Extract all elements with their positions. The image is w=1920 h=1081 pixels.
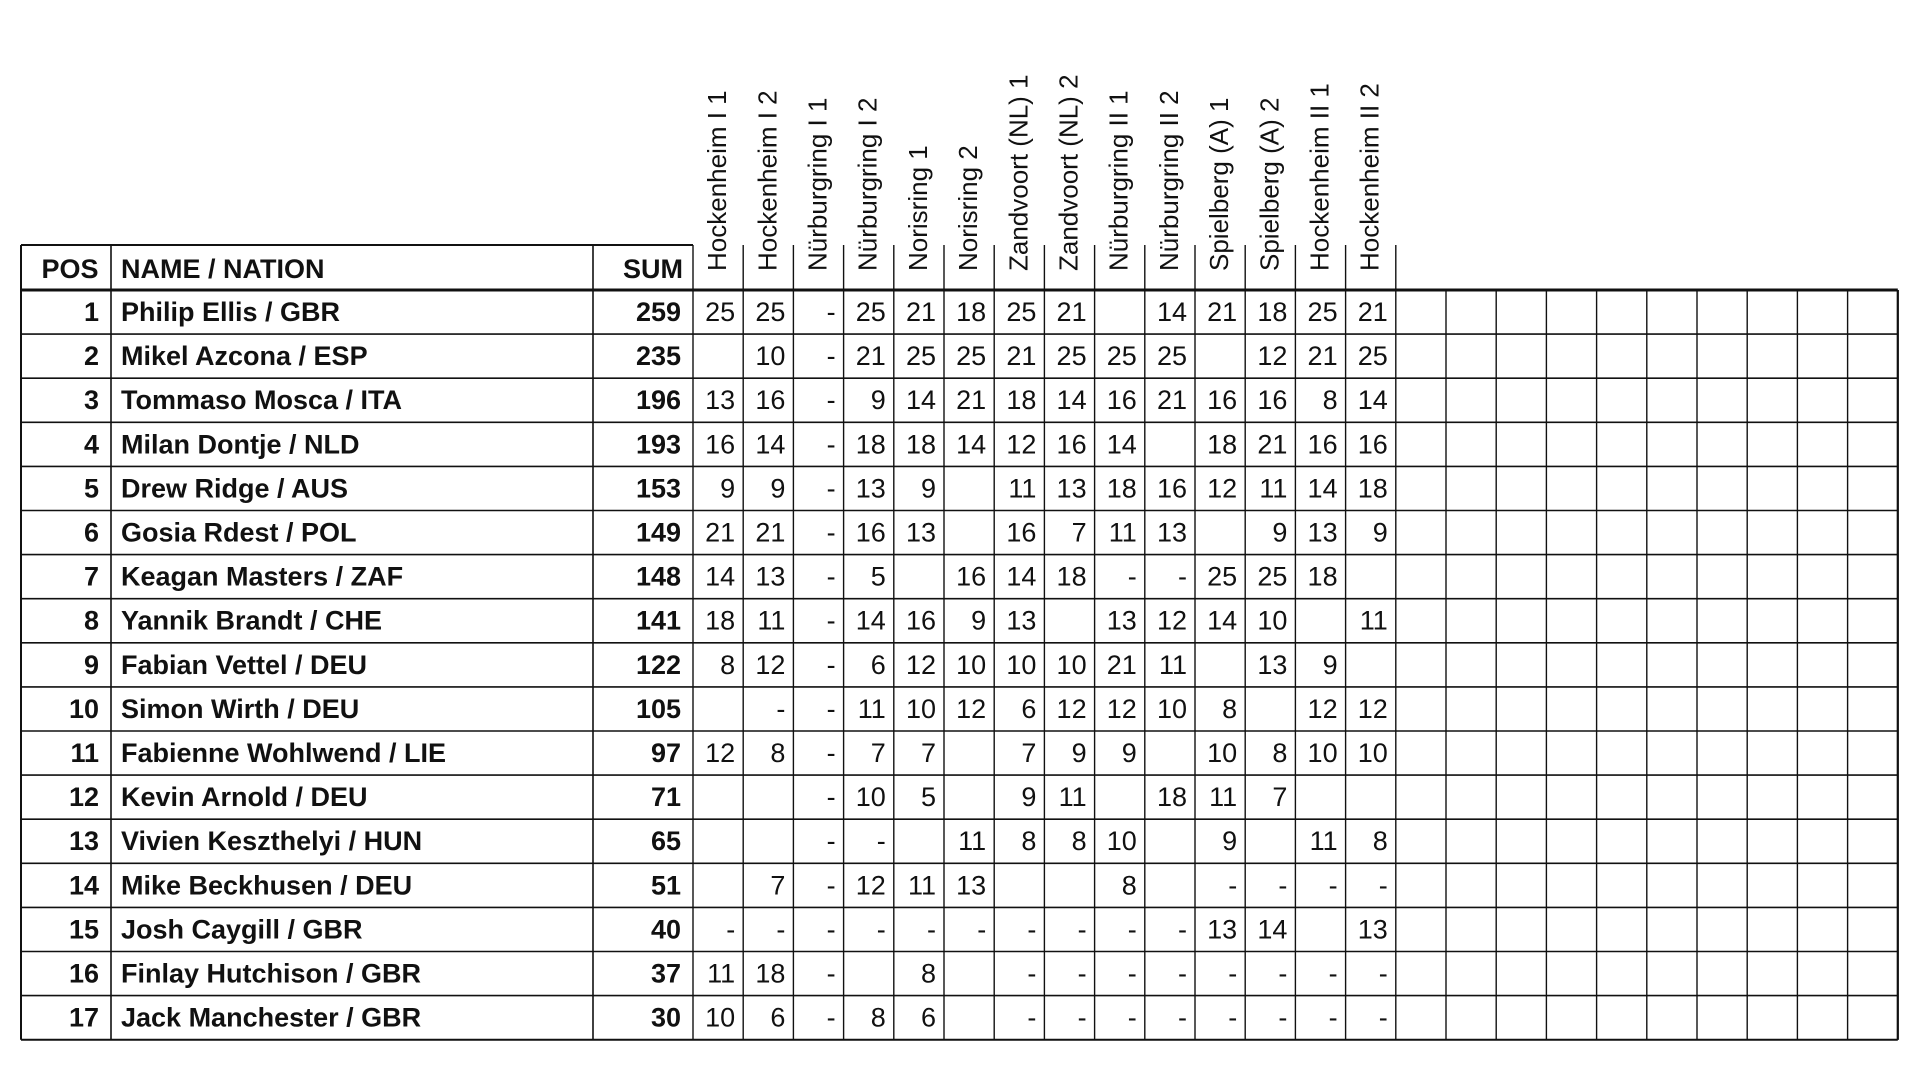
race-result-cell: 21 — [1257, 429, 1288, 460]
race-result-cell: - — [826, 429, 836, 460]
sum-header: SUM — [623, 254, 683, 284]
race-result-cell: 13 — [1307, 517, 1338, 548]
race-result-cell: - — [776, 693, 786, 724]
race-result-cell: 13 — [1357, 914, 1388, 945]
race-result-cell: 18 — [1257, 297, 1288, 327]
race-result-cell: 18 — [1006, 385, 1037, 416]
driver-name-nation: Vivien Keszthelyi / HUN — [121, 826, 423, 857]
race-result-cell: 16 — [755, 385, 786, 416]
race-result-cell: - — [1278, 870, 1288, 901]
race-result-cell: 14 — [905, 385, 936, 416]
race-result-cell: 10 — [1307, 738, 1338, 768]
race-result-cell: 16 — [905, 605, 936, 636]
table-row — [84, 518, 1388, 548]
race-result-cell: 18 — [956, 297, 987, 327]
race-result-cell: 7 — [1071, 517, 1087, 548]
race-result-cell: - — [826, 385, 836, 416]
race-result-cell: 9 — [920, 473, 936, 504]
race-result-cell: - — [1178, 1002, 1187, 1033]
driver-name-nation: Milan Dontje / NLD — [121, 429, 360, 460]
race-result-cell: 11 — [707, 958, 736, 989]
race-result-cell: 13 — [1257, 649, 1288, 680]
race-result-cell: 10 — [855, 782, 886, 813]
race-result-cell: - — [927, 914, 936, 945]
race-result-cell: 10 — [1056, 649, 1087, 680]
table-row — [69, 870, 1388, 900]
row-position: 8 — [83, 605, 99, 636]
race-result-cell: 25 — [855, 297, 886, 327]
race-result-cell: 16 — [1257, 385, 1288, 416]
race-header: Zandvoort (NL) 2 — [1053, 74, 1084, 271]
race-result-cell: 25 — [1156, 341, 1187, 372]
race-header: Nürburgring I 1 — [802, 97, 833, 271]
race-result-cell: 13 — [705, 385, 736, 416]
race-result-cell: 11 — [1008, 473, 1037, 504]
race-result-cell: - — [826, 738, 836, 768]
race-result-cell: 7 — [1021, 738, 1037, 768]
race-header: Nürburgring I 2 — [852, 97, 883, 271]
driver-name-nation: Keagan Masters / ZAF — [121, 561, 404, 592]
race-header: Hockenheim I 1 — [702, 90, 733, 271]
row-sum: 65 — [650, 826, 681, 857]
race-result-cell: 5 — [870, 561, 886, 592]
table-row — [84, 562, 1338, 592]
race-result-cell: 14 — [1257, 914, 1288, 945]
driver-name-nation: Philip Ellis / GBR — [121, 297, 341, 327]
row-position: 9 — [83, 649, 99, 680]
table-row — [84, 297, 1388, 327]
race-result-cell: 18 — [1056, 561, 1087, 592]
race-result-cell: - — [826, 870, 836, 901]
race-result-cell: 21 — [1056, 297, 1087, 327]
race-result-cell: 14 — [1056, 385, 1087, 416]
race-result-cell: 12 — [1006, 429, 1037, 460]
race-result-cell: - — [826, 649, 836, 680]
row-sum: 40 — [650, 914, 681, 945]
row-position: 11 — [70, 738, 99, 768]
row-position: 7 — [83, 561, 99, 592]
table-row — [84, 341, 1388, 371]
race-result-cell: 8 — [920, 958, 936, 989]
race-result-cell: - — [1328, 958, 1338, 989]
race-result-cell: - — [826, 605, 836, 636]
race-result-cell: 12 — [1156, 605, 1187, 636]
race-result-cell: 8 — [1121, 870, 1137, 901]
row-sum: 259 — [635, 297, 681, 327]
race-result-cell: - — [1077, 914, 1087, 945]
race-result-cell: 10 — [1357, 738, 1388, 768]
race-header: Nürburgring II 1 — [1103, 90, 1134, 271]
race-result-cell: 12 — [905, 649, 936, 680]
race-result-cell: 12 — [1056, 693, 1087, 724]
race-result-cell: 25 — [1106, 341, 1137, 372]
driver-name-nation: Fabienne Wohlwend / LIE — [121, 738, 447, 768]
race-result-cell: - — [776, 914, 786, 945]
race-result-cell: 6 — [920, 1002, 936, 1033]
race-result-cell: 21 — [956, 385, 987, 416]
race-result-cell: 9 — [1121, 738, 1137, 768]
table-row — [69, 826, 1388, 856]
race-result-cell: 11 — [1259, 473, 1288, 504]
race-result-cell: - — [1378, 1002, 1388, 1033]
race-result-cell: 13 — [855, 473, 886, 504]
race-result-cell: 13 — [1106, 605, 1137, 636]
race-result-cell: - — [1027, 914, 1037, 945]
row-sum: 196 — [635, 385, 681, 416]
row-position: 5 — [83, 473, 99, 504]
race-result-cell: 10 — [956, 649, 987, 680]
race-result-cell: 25 — [755, 297, 786, 327]
race-result-cell: 10 — [905, 693, 936, 724]
race-result-cell: 13 — [905, 517, 936, 548]
driver-name-nation: Yannik Brandt / CHE — [121, 605, 383, 636]
row-position: 12 — [68, 782, 99, 813]
race-result-cell: 16 — [1207, 385, 1238, 416]
race-result-cell: 25 — [1307, 297, 1338, 327]
race-result-cell: 7 — [870, 738, 886, 768]
row-position: 1 — [83, 297, 99, 327]
race-result-cell: 8 — [1021, 826, 1037, 857]
race-result-cell: 12 — [1207, 473, 1238, 504]
race-result-cell: 21 — [1006, 341, 1037, 372]
race-result-cell: 14 — [1006, 561, 1037, 592]
race-result-cell: 21 — [905, 297, 936, 327]
row-position: 16 — [68, 958, 99, 989]
race-result-cell: 8 — [1272, 738, 1288, 768]
race-result-cell: 18 — [1307, 561, 1338, 592]
race-result-cell: 16 — [1357, 429, 1388, 460]
race-result-cell: - — [1178, 958, 1187, 989]
race-result-cell: 10 — [1006, 649, 1037, 680]
race-result-cell: - — [1378, 958, 1388, 989]
race-result-cell: 18 — [1207, 429, 1238, 460]
race-column-headers — [702, 74, 1385, 271]
race-result-cell: - — [726, 914, 736, 945]
row-sum: 153 — [635, 473, 681, 504]
row-position: 4 — [83, 429, 99, 460]
race-result-cell: 8 — [720, 649, 736, 680]
race-header: Zandvoort (NL) 1 — [1003, 74, 1034, 271]
race-result-cell: 7 — [770, 870, 786, 901]
race-header: Hockenheim II 2 — [1354, 83, 1385, 271]
driver-name-nation: Fabian Vettel / DEU — [121, 649, 368, 680]
race-result-cell: - — [826, 517, 836, 548]
race-result-cell: 14 — [1207, 605, 1238, 636]
driver-name-nation: Tommaso Mosca / ITA — [121, 385, 403, 416]
race-result-cell: 14 — [755, 429, 786, 460]
row-sum: 37 — [650, 958, 681, 989]
race-result-cell: 8 — [1071, 826, 1087, 857]
race-header: Norisring 2 — [953, 145, 984, 271]
race-result-cell: 25 — [1257, 561, 1288, 592]
race-result-cell: 9 — [971, 605, 987, 636]
row-sum: 105 — [635, 693, 681, 724]
row-sum: 235 — [635, 341, 681, 372]
driver-name-nation: Jack Manchester / GBR — [121, 1002, 422, 1033]
race-result-cell: 7 — [1272, 782, 1288, 813]
row-position: 17 — [68, 1002, 99, 1033]
race-result-cell: 13 — [1056, 473, 1087, 504]
row-sum: 122 — [635, 649, 681, 680]
row-sum: 193 — [635, 429, 681, 460]
race-result-cell: 10 — [1156, 693, 1187, 724]
race-result-cell: - — [876, 826, 886, 857]
race-result-cell: 16 — [1056, 429, 1087, 460]
race-result-cell: 9 — [1272, 517, 1288, 548]
race-result-cell: 12 — [956, 693, 987, 724]
race-result-cell: 25 — [1207, 561, 1238, 592]
race-result-cell: 16 — [1006, 517, 1037, 548]
race-result-cell: 12 — [705, 738, 736, 768]
race-result-cell: 25 — [1357, 341, 1388, 372]
race-result-cell: 18 — [705, 605, 736, 636]
driver-name-nation: Mikel Azcona / ESP — [121, 341, 368, 372]
table-row — [69, 914, 1388, 944]
race-result-cell: 14 — [1307, 473, 1338, 504]
race-result-cell: - — [1228, 870, 1238, 901]
race-result-cell: 12 — [855, 870, 886, 901]
race-result-cell: - — [826, 826, 836, 857]
row-sum: 141 — [635, 605, 681, 636]
row-sum: 148 — [635, 561, 681, 592]
race-result-cell: 18 — [1106, 473, 1137, 504]
race-result-cell: 13 — [956, 870, 987, 901]
race-result-cell: - — [1077, 958, 1087, 989]
race-result-cell: 10 — [705, 1002, 736, 1033]
table-row — [69, 1003, 1388, 1033]
row-position: 14 — [68, 870, 99, 901]
race-result-cell: 14 — [855, 605, 886, 636]
race-result-cell: - — [826, 473, 836, 504]
row-sum: 71 — [650, 782, 681, 813]
race-result-cell: 25 — [905, 341, 936, 372]
race-result-cell: 11 — [1108, 517, 1137, 548]
race-result-cell: 9 — [720, 473, 736, 504]
row-position: 13 — [68, 826, 99, 857]
pos-header: POS — [41, 254, 99, 284]
table-body — [69, 297, 1388, 1033]
row-position: 15 — [68, 914, 99, 945]
race-result-cell: - — [1027, 958, 1037, 989]
race-result-cell: - — [1328, 870, 1338, 901]
race-result-cell: 25 — [1006, 297, 1037, 327]
race-result-cell: - — [1127, 1002, 1137, 1033]
race-result-cell: - — [1127, 958, 1137, 989]
race-result-cell: 11 — [1209, 782, 1238, 813]
race-result-cell: - — [1228, 958, 1238, 989]
table-row — [84, 650, 1338, 680]
row-sum: 30 — [650, 1002, 681, 1033]
table-row — [84, 385, 1388, 415]
race-result-cell: 13 — [1207, 914, 1238, 945]
race-result-cell: 16 — [1307, 429, 1338, 460]
race-result-cell: - — [1378, 870, 1388, 901]
race-result-cell: 16 — [1106, 385, 1137, 416]
race-result-cell: - — [1178, 561, 1187, 592]
row-position: 2 — [83, 341, 99, 372]
table-row — [84, 473, 1388, 503]
row-sum: 97 — [650, 738, 681, 768]
race-result-cell: 6 — [870, 649, 886, 680]
race-result-cell: - — [1328, 1002, 1338, 1033]
race-result-cell: - — [1027, 1002, 1037, 1033]
race-result-cell: - — [1278, 1002, 1288, 1033]
race-result-cell: 14 — [1357, 385, 1388, 416]
driver-name-nation: Simon Wirth / DEU — [121, 693, 360, 724]
race-result-cell: 8 — [870, 1002, 886, 1033]
race-result-cell: 16 — [1156, 473, 1187, 504]
race-result-cell: 16 — [855, 517, 886, 548]
race-result-cell: 25 — [705, 297, 736, 327]
race-result-cell: 11 — [1359, 605, 1388, 636]
race-result-cell: 10 — [1207, 738, 1238, 768]
race-result-cell: 10 — [755, 341, 786, 372]
race-result-cell: 12 — [1307, 693, 1338, 724]
race-header: Hockenheim I 2 — [752, 90, 783, 271]
driver-name-nation: Kevin Arnold / DEU — [121, 782, 368, 813]
driver-name-nation: Finlay Hutchison / GBR — [121, 958, 422, 989]
race-result-cell: 21 — [855, 341, 886, 372]
table-row — [84, 429, 1388, 459]
race-result-cell: 11 — [757, 605, 786, 636]
race-result-cell: 12 — [1106, 693, 1137, 724]
race-result-cell: 8 — [1322, 385, 1338, 416]
driver-name-nation: Drew Ridge / AUS — [121, 473, 349, 504]
race-result-cell: 9 — [1071, 738, 1087, 768]
race-result-cell: 21 — [1307, 341, 1338, 372]
race-result-cell: - — [826, 561, 836, 592]
race-result-cell: 10 — [1257, 605, 1288, 636]
race-result-cell: 21 — [755, 517, 786, 548]
race-result-cell: 11 — [857, 693, 886, 724]
race-result-cell: 12 — [1257, 341, 1288, 372]
race-result-cell: - — [1278, 958, 1288, 989]
race-result-cell: 25 — [956, 341, 987, 372]
driver-name-nation: Mike Beckhusen / DEU — [121, 870, 413, 901]
race-result-cell: 14 — [705, 561, 736, 592]
race-result-cell: 7 — [920, 738, 936, 768]
race-header: Hockenheim II 1 — [1304, 83, 1335, 271]
race-header: Spielberg (A) 2 — [1254, 97, 1285, 271]
race-result-cell: - — [826, 782, 836, 813]
race-result-cell: 11 — [907, 870, 936, 901]
row-position: 6 — [83, 517, 99, 548]
table-row — [84, 606, 1388, 636]
table-row — [69, 959, 1388, 989]
race-result-cell: - — [826, 958, 836, 989]
name-nation-header: NAME / NATION — [121, 254, 325, 284]
race-result-cell: 6 — [1021, 693, 1037, 724]
race-result-cell: 14 — [956, 429, 987, 460]
race-result-cell: 8 — [1372, 826, 1388, 857]
race-result-cell: 10 — [1106, 826, 1137, 857]
race-result-cell: - — [1228, 1002, 1238, 1033]
race-result-cell: 9 — [1322, 649, 1338, 680]
race-result-cell: 11 — [958, 826, 987, 857]
race-result-cell: - — [1178, 914, 1187, 945]
race-result-cell: 6 — [770, 1002, 786, 1033]
race-header: Nürburgring II 2 — [1153, 90, 1184, 271]
row-position: 10 — [68, 693, 99, 724]
race-result-cell: 21 — [705, 517, 736, 548]
table-row — [69, 694, 1388, 724]
race-result-cell: - — [826, 914, 836, 945]
race-result-cell: 11 — [1158, 649, 1187, 680]
race-result-cell: 8 — [1222, 693, 1238, 724]
race-result-cell: 12 — [755, 649, 786, 680]
race-result-cell: 9 — [1021, 782, 1037, 813]
race-result-cell: - — [826, 341, 836, 372]
race-result-cell: - — [1127, 914, 1137, 945]
race-result-cell: - — [876, 914, 886, 945]
race-result-cell: - — [826, 693, 836, 724]
table-row — [69, 782, 1287, 812]
race-result-cell: 21 — [1156, 385, 1187, 416]
race-result-cell: - — [1127, 561, 1137, 592]
row-sum: 51 — [650, 870, 681, 901]
race-result-cell: 21 — [1357, 297, 1388, 327]
race-result-cell: 16 — [956, 561, 987, 592]
race-result-cell: 13 — [1006, 605, 1037, 636]
race-result-cell: 13 — [1156, 517, 1187, 548]
driver-name-nation: Gosia Rdest / POL — [121, 517, 357, 548]
race-result-cell: 21 — [1207, 297, 1238, 327]
race-result-cell: 12 — [1357, 693, 1388, 724]
race-result-cell: 14 — [1106, 429, 1137, 460]
race-header: Spielberg (A) 1 — [1204, 97, 1235, 271]
race-result-cell: 16 — [705, 429, 736, 460]
race-result-cell: - — [826, 1002, 836, 1033]
race-result-cell: 9 — [1372, 517, 1388, 548]
race-result-cell: - — [977, 914, 987, 945]
row-position: 3 — [83, 385, 99, 416]
race-result-cell: 18 — [755, 958, 786, 989]
table-row — [70, 738, 1387, 768]
race-result-cell: 14 — [1156, 297, 1187, 327]
race-result-cell: 18 — [855, 429, 886, 460]
race-result-cell: 9 — [870, 385, 886, 416]
race-result-cell: - — [1077, 1002, 1087, 1033]
race-result-cell: 9 — [770, 473, 786, 504]
race-result-cell: 5 — [920, 782, 936, 813]
race-result-cell: 18 — [1156, 782, 1187, 813]
race-result-cell: 18 — [1357, 473, 1388, 504]
row-sum: 149 — [635, 517, 681, 548]
race-result-cell: 8 — [770, 738, 786, 768]
race-result-cell: 11 — [1058, 782, 1087, 813]
race-result-cell: 25 — [1056, 341, 1087, 372]
race-result-cell: 11 — [1309, 826, 1338, 857]
driver-name-nation: Josh Caygill / GBR — [121, 914, 363, 945]
race-result-cell: 21 — [1106, 649, 1137, 680]
race-result-cell: 13 — [755, 561, 786, 592]
race-result-cell: 9 — [1222, 826, 1238, 857]
race-result-cell: - — [826, 297, 836, 327]
race-header: Norisring 1 — [902, 145, 933, 271]
race-result-cell: 18 — [905, 429, 936, 460]
